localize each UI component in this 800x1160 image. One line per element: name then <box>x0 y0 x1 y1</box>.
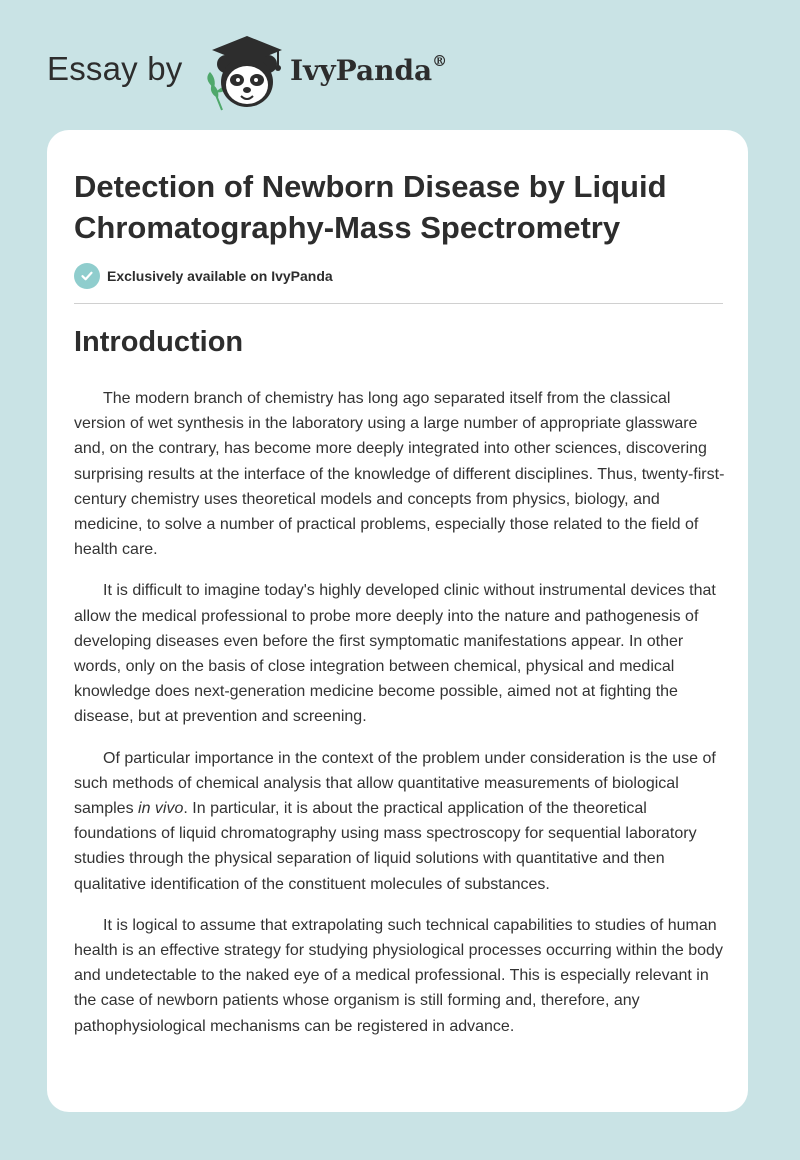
paragraph-1: The modern branch of chemistry has long ago separated itself from the classical version of wet synthesis in the laboratory using a large number of appropriate glassware and, on the contrary, has become more deeply integrated into other sciences, discovering surprising results at the interface of the knowledge of different disciplines. Thus, twenty-first-century chemistry uses theoretical models and concepts from physics, biology, and medicine, to solve a number of practical problems, especially those related to the field of health care. <box>74 390 725 559</box>
paragraph-3 <box>74 746 726 897</box>
check-circle-icon <box>74 263 100 289</box>
site-header <box>0 0 800 130</box>
paragraph-3-text-before: Of particular importance in the context of the problem under consideration is the use of such methods of chemical analysis that allow quantitative measurements of biological samples <box>74 749 716 818</box>
essay-card <box>47 130 748 1112</box>
panda-logo-icon[interactable] <box>200 30 290 112</box>
section-heading: Introduction <box>74 326 244 358</box>
essay-body <box>74 386 726 1055</box>
divider <box>74 303 723 304</box>
paragraph-4: It is logical to assume that extrapolating such technical capabilities to studies of human health is an effective strategy for studying physiological processes occurring within the body and undetectable to the naked eye of a medical professional. This is especially relevant in the case of newborn patients whose organism is still forming and, therefore, any pathophysiological mechanisms can be registered in advance. <box>74 916 723 1035</box>
essay-by-label: Essay by <box>47 50 183 87</box>
brand-label: IvyPanda <box>290 54 433 87</box>
paragraph-3-italic: in vivo <box>138 800 184 818</box>
paragraph-2: It is difficult to imagine today's highly developed clinic without instrumental devices that allow the medical professional to probe more deeply into the nature and pathogenesis of developing diseases even before the first symptomatic manifestations appear. In other words, only on the basis of close integration between chemical, physical and medical knowledge does next-generation medicine become possible, aimed not at fighting the disease, but at prevention and screening. <box>74 582 716 726</box>
paragraph-3-text-after: . In particular, it is about the practical application of the theoretical foundations of liquid chromatography using mass spectroscopy for sequential laboratory studies through the physical separation of liquid solutions with quantitative and then qualitative identification of the constituent molecules of substances. <box>74 800 697 893</box>
exclusive-badge <box>74 263 333 289</box>
exclusive-label: Exclusively available on IvyPanda <box>107 268 333 284</box>
essay-title: Detection of Newborn Disease by Liquid Chromatography-Mass Spectrometry <box>74 169 667 245</box>
registered-mark: ® <box>432 51 448 70</box>
brand-name[interactable] <box>290 51 448 87</box>
